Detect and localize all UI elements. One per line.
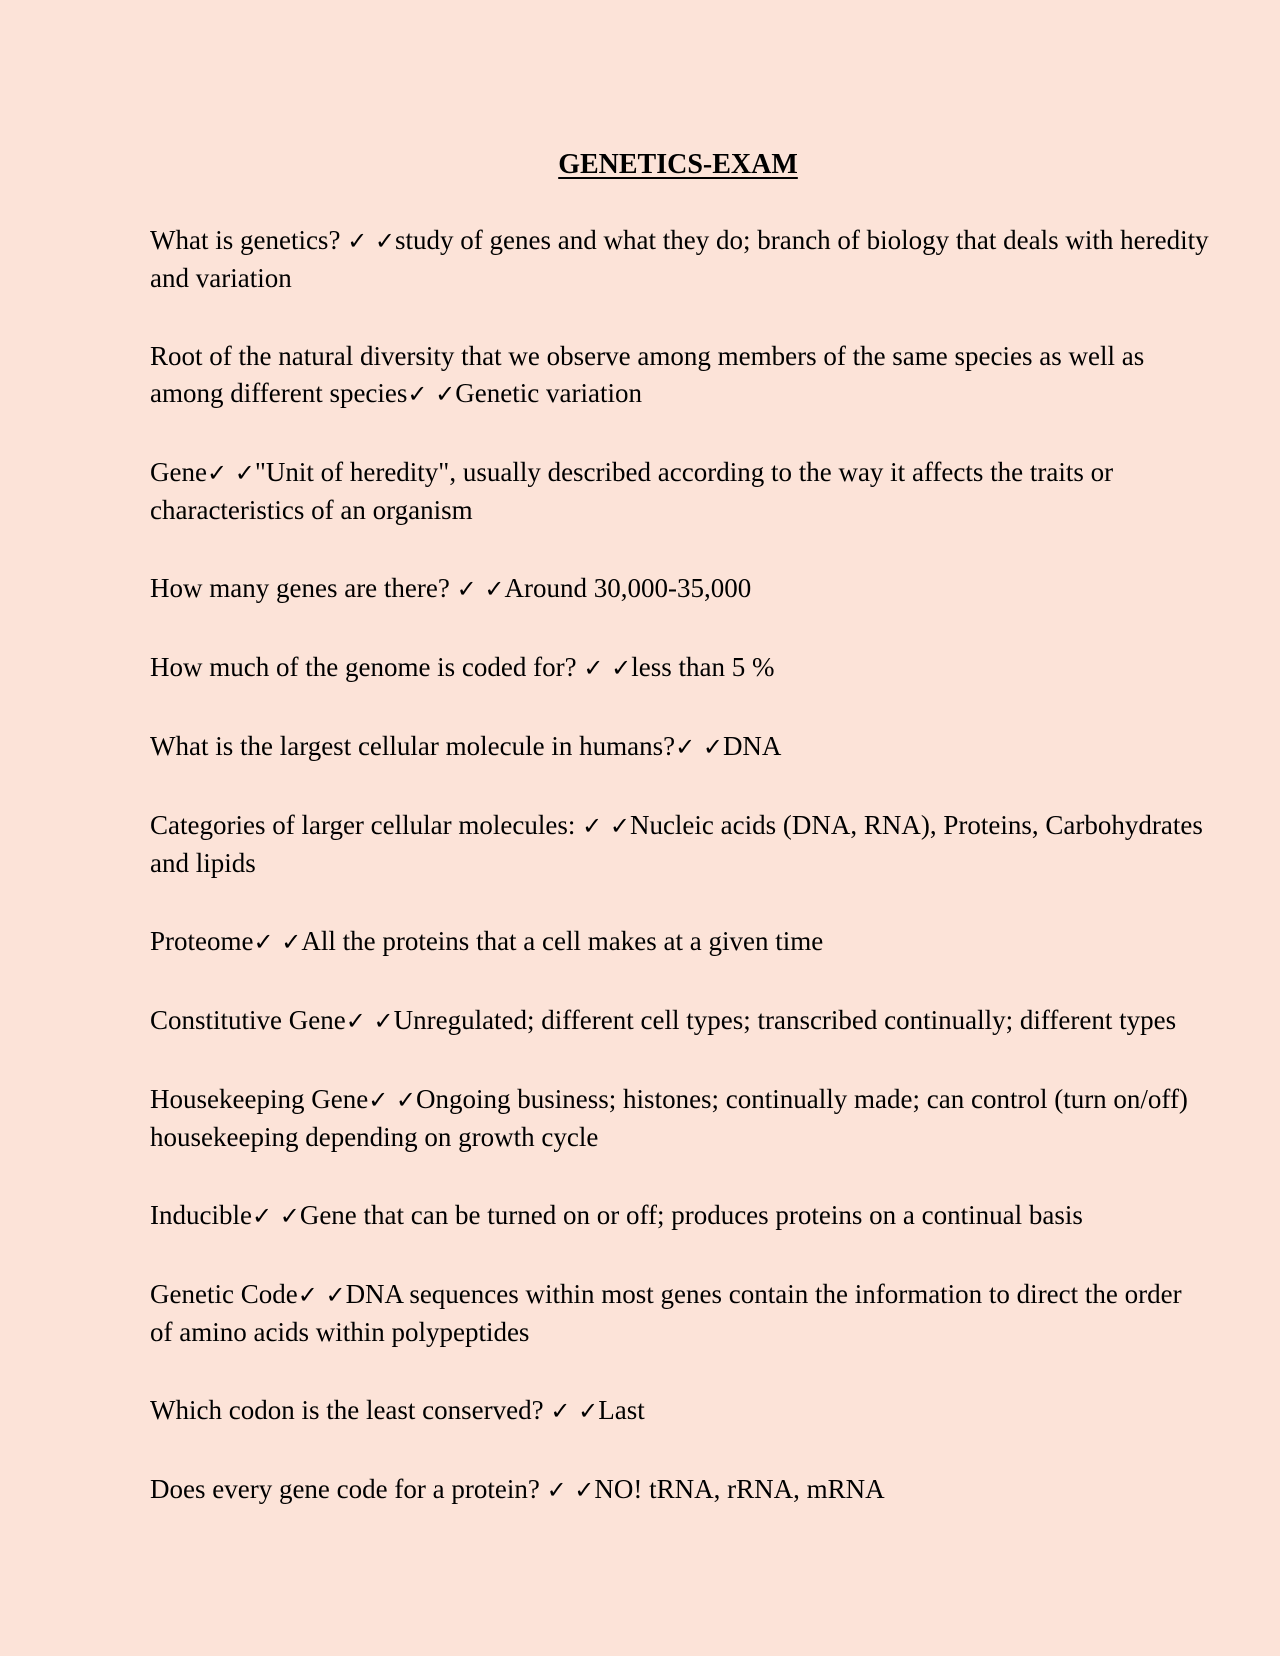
question-text: Inducible	[150, 1199, 252, 1230]
qa-item-gene-protein	[150, 1471, 1210, 1509]
answer-text: All the proteins that a cell makes at a given time	[301, 925, 824, 956]
qa-item-largest-molecule	[150, 728, 1210, 766]
question-text: Genetic Code	[150, 1278, 298, 1309]
answer-text: study of genes and what they do; branch of biology that deals with heredity and variation	[150, 224, 1209, 293]
check-mark-icon: ✓ ✓	[675, 732, 723, 761]
qa-list	[150, 222, 1210, 1509]
check-mark-icon: ✓ ✓	[546, 1475, 595, 1504]
check-mark-icon: ✓ ✓	[251, 1201, 300, 1230]
check-mark-icon: ✓ ✓	[407, 379, 456, 408]
qa-item-natural-diversity	[150, 338, 1210, 413]
answer-text: Genetic variation	[455, 377, 642, 408]
check-mark-icon: ✓ ✓	[345, 1006, 394, 1035]
qa-item-gene	[150, 454, 1210, 529]
question-text: What is genetics?	[150, 224, 348, 255]
answer-text: less than 5 %	[631, 651, 775, 682]
qa-item-housekeeping-gene	[150, 1081, 1210, 1156]
check-mark-icon: ✓ ✓	[347, 226, 396, 255]
question-text: Root of the natural diversity that we observe among members of the same species as well as among different species	[150, 340, 1145, 408]
qa-item-constitutive-gene	[150, 1002, 1210, 1040]
document-title: GENETICS-EXAM	[558, 149, 798, 180]
answer-text: DNA sequences within most genes contain the information to direct the order of amino acids within polypeptides	[150, 1278, 1182, 1347]
question-text: Which codon is the least conserved?	[150, 1394, 551, 1425]
check-mark-icon: ✓ ✓	[253, 927, 302, 956]
question-text: Does every gene code for a protein?	[150, 1473, 547, 1504]
qa-item-inducible	[150, 1197, 1210, 1235]
answer-text: NO! tRNA, rRNA, mRNA	[594, 1473, 885, 1504]
qa-item-gene-count	[150, 570, 1210, 608]
check-mark-icon: ✓ ✓	[297, 1280, 346, 1309]
qa-item-genetic-code	[150, 1276, 1210, 1351]
check-mark-icon: ✓ ✓	[456, 574, 505, 603]
qa-item-genetics	[150, 222, 1210, 297]
question-text: Gene	[150, 456, 207, 487]
answer-text: Unregulated; different cell types; transcribed continually; different types	[393, 1004, 1177, 1035]
answer-text: Nucleic acids (DNA, RNA), Proteins, Carbohydrates and lipids	[150, 809, 1203, 878]
question-text: Proteome	[150, 925, 254, 956]
answer-text: Gene that can be turned on or off; produces proteins on a continual basis	[299, 1199, 1083, 1230]
qa-item-molecule-categories	[150, 807, 1210, 882]
question-text: How much of the genome is coded for?	[150, 651, 584, 682]
check-mark-icon: ✓ ✓	[206, 458, 255, 487]
check-mark-icon: ✓ ✓	[583, 653, 632, 682]
question-text: Constitutive Gene	[150, 1004, 346, 1035]
answer-text: DNA	[722, 730, 782, 761]
question-text: Housekeeping Gene	[150, 1083, 369, 1114]
answer-text: Last	[598, 1394, 645, 1425]
qa-item-genome-coded	[150, 649, 1210, 687]
answer-text: Around 30,000-35,000	[504, 572, 752, 603]
check-mark-icon: ✓ ✓	[550, 1396, 599, 1425]
qa-item-proteome	[150, 923, 1210, 961]
check-mark-icon: ✓ ✓	[368, 1085, 417, 1114]
check-mark-icon: ✓ ✓	[582, 811, 630, 840]
question-text: How many genes are there?	[150, 572, 457, 603]
qa-item-least-conserved-codon	[150, 1392, 1210, 1430]
answer-text: "Unit of heredity", usually described according to the way it affects the traits or characteristics of an organism	[150, 456, 1114, 525]
answer-text: Ongoing business; histones; continually made; can control (turn on/off) housekeeping depending on growth cycle	[150, 1083, 1188, 1152]
question-text: Categories of larger cellular molecules:	[150, 809, 583, 840]
question-text: What is the largest cellular molecule in humans?	[150, 730, 676, 761]
